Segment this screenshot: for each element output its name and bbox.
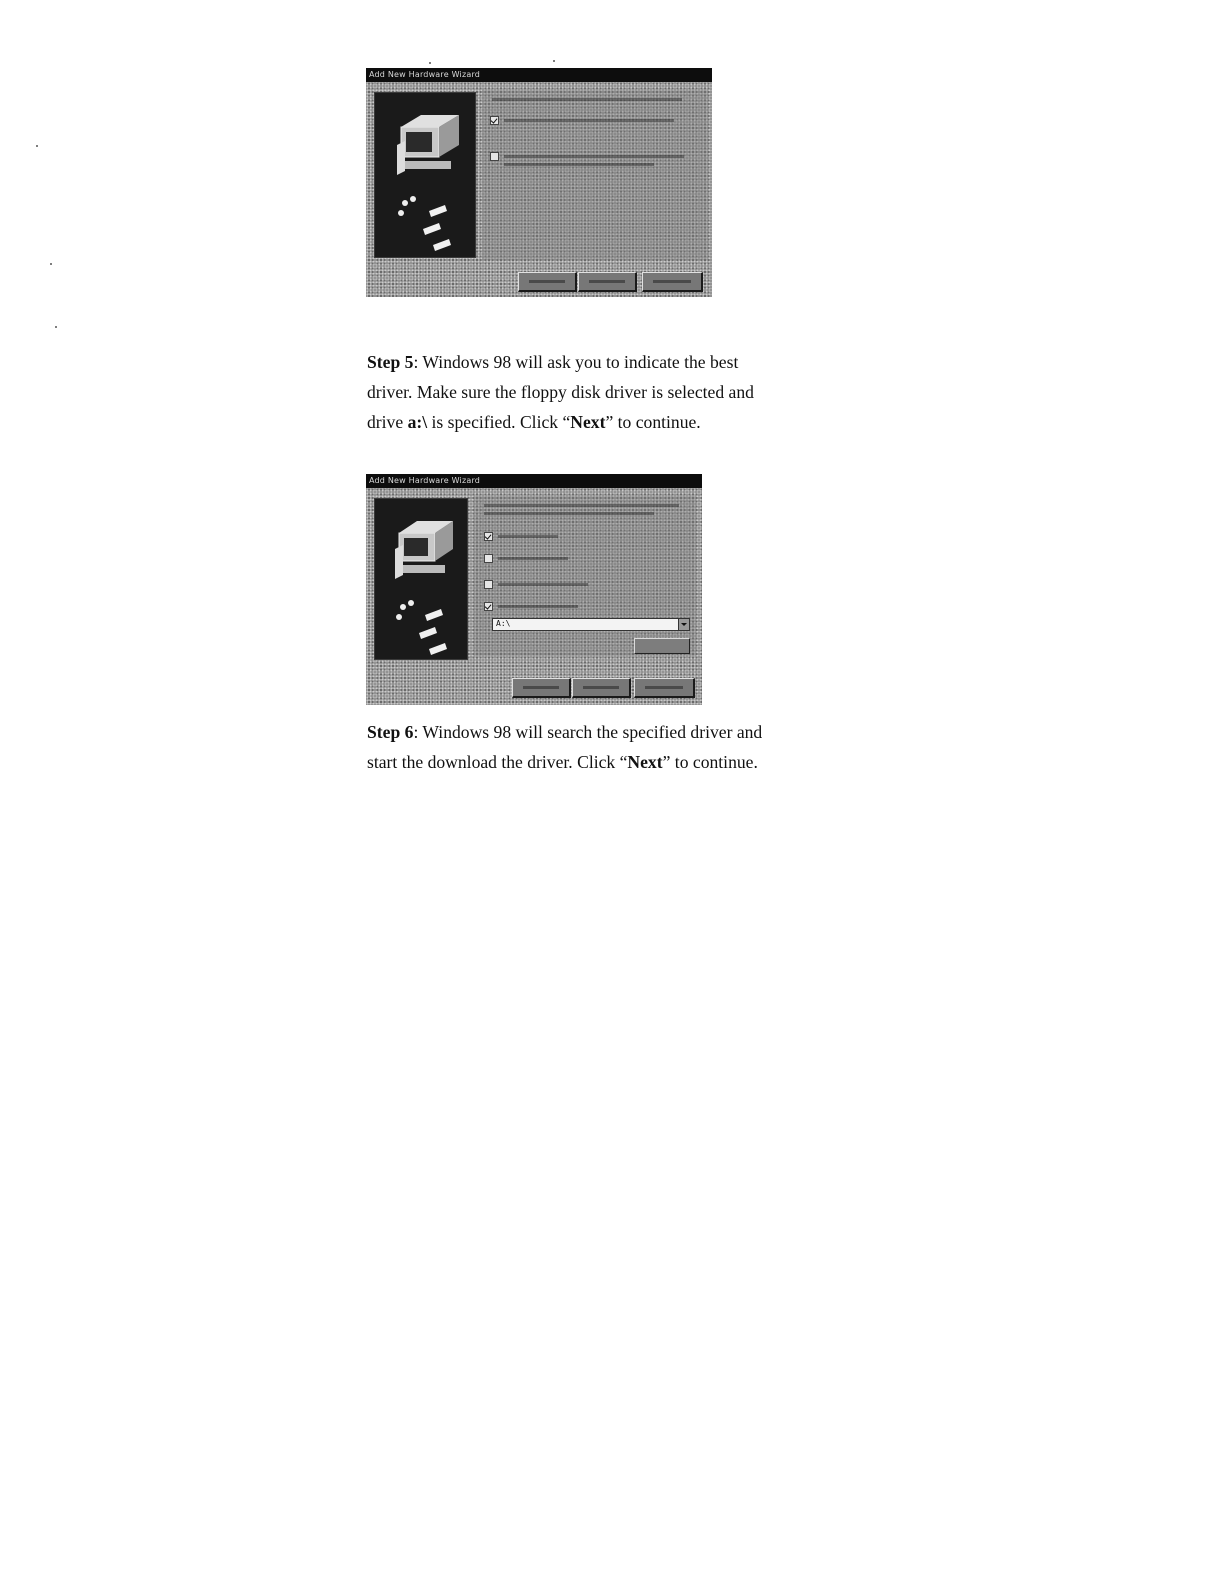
step-6-text: : Windows 98 will search the specified driver and start the download the driver. Click “ [367, 722, 763, 772]
option-text [498, 557, 568, 560]
option-text [504, 155, 684, 158]
option-text [492, 98, 682, 101]
step-5-text-end: ” to continue. [605, 412, 701, 432]
cancel-button[interactable] [634, 678, 695, 698]
wizard-title: Add New Hardware Wizard [369, 476, 481, 485]
search-location-checkbox[interactable] [484, 554, 493, 563]
option-text [504, 119, 674, 122]
step-6-text-end: ” to continue. [662, 752, 758, 772]
step-6-paragraph [367, 717, 767, 777]
next-keyword: Next [570, 412, 606, 432]
scan-speck [553, 60, 555, 62]
radio-option[interactable] [490, 116, 499, 125]
step-5-text: : Windows 98 will ask you to indicate the best driver. Make sure the floppy disk driver is selected and drive [367, 352, 754, 432]
scan-speck [429, 62, 431, 64]
computer-hardware-icon [375, 93, 475, 257]
next-button[interactable] [572, 678, 631, 698]
wizard-screenshot-1 [366, 68, 712, 297]
scan-speck [50, 263, 52, 265]
step-5-text-middle: is specified. Click “ [427, 412, 571, 432]
search-location-checkbox[interactable] [484, 580, 493, 589]
wizard-titlebar [366, 474, 702, 488]
option-text [484, 504, 679, 507]
location-input[interactable] [492, 618, 690, 631]
option-text [498, 535, 558, 538]
computer-hardware-icon [375, 499, 467, 659]
back-button[interactable] [518, 272, 577, 292]
next-button[interactable] [578, 272, 637, 292]
option-text [498, 605, 578, 608]
chevron-down-icon[interactable] [678, 619, 689, 630]
scan-speck [55, 326, 57, 328]
wizard-content [474, 496, 696, 656]
next-keyword: Next [627, 752, 663, 772]
option-text [504, 163, 654, 166]
step-6-label: Step 6 [367, 722, 414, 742]
wizard-content [482, 90, 708, 260]
wizard-title: Add New Hardware Wizard [369, 70, 481, 79]
step-5-label: Step 5 [367, 352, 414, 372]
hardware-illustration [374, 92, 476, 258]
step-5-paragraph [367, 347, 767, 437]
radio-option[interactable] [490, 152, 499, 161]
wizard-titlebar [366, 68, 712, 82]
hardware-illustration [374, 498, 468, 660]
back-button[interactable] [512, 678, 571, 698]
search-location-checkbox[interactable] [484, 602, 493, 611]
search-location-checkbox[interactable] [484, 532, 493, 541]
browse-button[interactable] [634, 638, 690, 654]
option-text [484, 512, 654, 515]
option-text [498, 583, 588, 586]
drive-letter: a:\ [407, 412, 428, 432]
scan-speck [36, 145, 38, 147]
cancel-button[interactable] [642, 272, 703, 292]
wizard-screenshot-2 [366, 474, 702, 705]
location-value: A:\ [496, 619, 511, 628]
